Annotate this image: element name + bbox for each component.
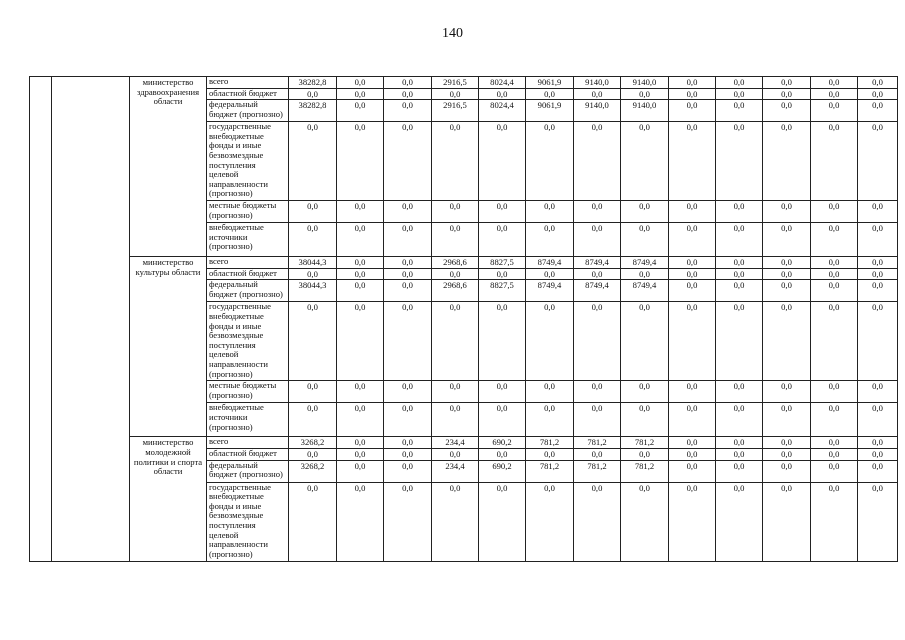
amount-cell: 9140,0 <box>621 77 669 89</box>
funding-source: федеральный бюджет (прогнозно) <box>207 100 289 122</box>
amount-cell: 0,0 <box>669 223 716 257</box>
amount-cell: 0,0 <box>289 448 337 460</box>
amount-cell: 8749,4 <box>621 280 669 302</box>
amount-cell: 0,0 <box>621 403 669 437</box>
amount-cell: 0,0 <box>716 460 763 482</box>
budget-table <box>29 76 898 562</box>
amount-cell: 0,0 <box>289 223 337 257</box>
amount-cell: 0,0 <box>337 381 384 403</box>
amount-cell: 0,0 <box>763 403 811 437</box>
amount-cell: 781,2 <box>574 460 621 482</box>
amount-cell: 0,0 <box>811 77 858 89</box>
blank-cell <box>52 77 130 562</box>
amount-cell: 0,0 <box>811 437 858 449</box>
amount-cell: 0,0 <box>384 100 432 122</box>
funding-source: государственные внебюджетные фонды и иные безвозмездные поступления целевой направленности (прогнозно) <box>207 122 289 201</box>
amount-cell: 0,0 <box>763 201 811 223</box>
amount-cell: 0,0 <box>384 280 432 302</box>
amount-cell: 0,0 <box>716 268 763 280</box>
amount-cell: 0,0 <box>479 223 526 257</box>
amount-cell: 690,2 <box>479 460 526 482</box>
blank-cell <box>30 77 52 562</box>
amount-cell: 0,0 <box>858 280 898 302</box>
amount-cell: 0,0 <box>858 403 898 437</box>
amount-cell: 0,0 <box>574 268 621 280</box>
amount-cell: 0,0 <box>763 460 811 482</box>
amount-cell: 0,0 <box>763 280 811 302</box>
amount-cell: 0,0 <box>337 223 384 257</box>
amount-cell: 0,0 <box>716 403 763 437</box>
funding-source: местные бюджеты (прогнозно) <box>207 381 289 403</box>
amount-cell: 0,0 <box>526 403 574 437</box>
amount-cell: 0,0 <box>337 403 384 437</box>
amount-cell: 0,0 <box>574 122 621 201</box>
amount-cell: 0,0 <box>621 381 669 403</box>
funding-source: областной бюджет <box>207 448 289 460</box>
amount-cell: 0,0 <box>337 280 384 302</box>
amount-cell: 0,0 <box>337 268 384 280</box>
amount-cell: 3268,2 <box>289 437 337 449</box>
amount-cell: 0,0 <box>337 448 384 460</box>
table-row <box>30 77 898 89</box>
amount-cell: 2916,5 <box>432 100 479 122</box>
amount-cell: 0,0 <box>716 201 763 223</box>
amount-cell: 0,0 <box>337 88 384 100</box>
amount-cell: 0,0 <box>716 88 763 100</box>
amount-cell: 0,0 <box>574 448 621 460</box>
amount-cell: 0,0 <box>763 437 811 449</box>
amount-cell: 0,0 <box>384 257 432 269</box>
amount-cell: 38044,3 <box>289 257 337 269</box>
amount-cell: 0,0 <box>337 302 384 381</box>
amount-cell: 8827,5 <box>479 280 526 302</box>
amount-cell: 0,0 <box>289 122 337 201</box>
amount-cell: 234,4 <box>432 460 479 482</box>
amount-cell: 0,0 <box>811 223 858 257</box>
amount-cell: 0,0 <box>526 223 574 257</box>
amount-cell: 0,0 <box>574 381 621 403</box>
amount-cell: 0,0 <box>621 302 669 381</box>
amount-cell: 0,0 <box>811 302 858 381</box>
amount-cell: 0,0 <box>669 88 716 100</box>
funding-source: федеральный бюджет (прогнозно) <box>207 460 289 482</box>
amount-cell: 0,0 <box>763 88 811 100</box>
amount-cell: 0,0 <box>479 403 526 437</box>
amount-cell: 0,0 <box>384 122 432 201</box>
amount-cell: 0,0 <box>384 302 432 381</box>
amount-cell: 0,0 <box>858 268 898 280</box>
funding-source: всего <box>207 437 289 449</box>
funding-source: государственные внебюджетные фонды и иные безвозмездные поступления целевой направленности (прогнозно) <box>207 482 289 561</box>
amount-cell: 0,0 <box>526 88 574 100</box>
amount-cell: 781,2 <box>526 437 574 449</box>
amount-cell: 38282,8 <box>289 77 337 89</box>
amount-cell: 0,0 <box>763 257 811 269</box>
amount-cell: 0,0 <box>479 268 526 280</box>
amount-cell: 0,0 <box>858 302 898 381</box>
amount-cell: 0,0 <box>811 257 858 269</box>
amount-cell: 8024,4 <box>479 100 526 122</box>
amount-cell: 0,0 <box>716 257 763 269</box>
amount-cell: 0,0 <box>479 482 526 561</box>
amount-cell: 0,0 <box>526 482 574 561</box>
amount-cell: 0,0 <box>811 448 858 460</box>
amount-cell: 0,0 <box>763 223 811 257</box>
amount-cell: 781,2 <box>621 460 669 482</box>
amount-cell: 0,0 <box>384 77 432 89</box>
amount-cell: 0,0 <box>337 437 384 449</box>
amount-cell: 0,0 <box>858 257 898 269</box>
page-number: 140 <box>442 26 463 41</box>
funding-source: областной бюджет <box>207 88 289 100</box>
amount-cell: 0,0 <box>811 460 858 482</box>
funding-source: внебюджетные источники (прогнозно) <box>207 223 289 257</box>
amount-cell: 0,0 <box>669 77 716 89</box>
amount-cell: 0,0 <box>337 257 384 269</box>
amount-cell: 0,0 <box>716 302 763 381</box>
amount-cell: 0,0 <box>811 88 858 100</box>
amount-cell: 0,0 <box>289 403 337 437</box>
amount-cell: 0,0 <box>716 280 763 302</box>
amount-cell: 0,0 <box>384 88 432 100</box>
amount-cell: 0,0 <box>669 280 716 302</box>
amount-cell: 690,2 <box>479 437 526 449</box>
amount-cell: 0,0 <box>432 223 479 257</box>
amount-cell: 0,0 <box>716 448 763 460</box>
amount-cell: 0,0 <box>526 268 574 280</box>
amount-cell: 0,0 <box>669 460 716 482</box>
amount-cell: 0,0 <box>858 88 898 100</box>
amount-cell: 2916,5 <box>432 77 479 89</box>
amount-cell: 0,0 <box>479 122 526 201</box>
amount-cell: 0,0 <box>716 437 763 449</box>
amount-cell: 0,0 <box>479 201 526 223</box>
amount-cell: 0,0 <box>574 201 621 223</box>
amount-cell: 0,0 <box>621 482 669 561</box>
amount-cell: 781,2 <box>574 437 621 449</box>
amount-cell: 0,0 <box>384 381 432 403</box>
amount-cell: 9061,9 <box>526 77 574 89</box>
amount-cell: 0,0 <box>432 448 479 460</box>
amount-cell: 0,0 <box>669 403 716 437</box>
funding-source: областной бюджет <box>207 268 289 280</box>
funding-source: всего <box>207 77 289 89</box>
amount-cell: 0,0 <box>432 122 479 201</box>
amount-cell: 0,0 <box>811 482 858 561</box>
amount-cell: 8024,4 <box>479 77 526 89</box>
amount-cell: 0,0 <box>574 223 621 257</box>
amount-cell: 0,0 <box>763 100 811 122</box>
amount-cell: 0,0 <box>716 223 763 257</box>
amount-cell: 0,0 <box>621 201 669 223</box>
amount-cell: 0,0 <box>289 381 337 403</box>
funding-source: федеральный бюджет (прогнозно) <box>207 280 289 302</box>
table-row <box>30 257 898 269</box>
amount-cell: 0,0 <box>858 77 898 89</box>
amount-cell: 8749,4 <box>574 257 621 269</box>
funding-source: местные бюджеты (прогнозно) <box>207 201 289 223</box>
amount-cell: 0,0 <box>669 302 716 381</box>
amount-cell: 0,0 <box>526 122 574 201</box>
amount-cell: 0,0 <box>716 77 763 89</box>
amount-cell: 8749,4 <box>526 257 574 269</box>
amount-cell: 0,0 <box>669 482 716 561</box>
amount-cell: 0,0 <box>763 381 811 403</box>
amount-cell: 0,0 <box>669 448 716 460</box>
amount-cell: 0,0 <box>621 223 669 257</box>
amount-cell: 0,0 <box>811 403 858 437</box>
amount-cell: 8749,4 <box>621 257 669 269</box>
amount-cell: 0,0 <box>384 482 432 561</box>
amount-cell: 234,4 <box>432 437 479 449</box>
funding-source: государственные внебюджетные фонды и иные безвозмездные поступления целевой направленности (прогнозно) <box>207 302 289 381</box>
amount-cell: 0,0 <box>763 448 811 460</box>
responsible-org: министерство молодежной политики и спорта области <box>130 437 207 561</box>
amount-cell: 0,0 <box>716 482 763 561</box>
amount-cell: 0,0 <box>337 201 384 223</box>
amount-cell: 0,0 <box>384 403 432 437</box>
amount-cell: 0,0 <box>432 482 479 561</box>
amount-cell: 0,0 <box>858 122 898 201</box>
amount-cell: 0,0 <box>574 482 621 561</box>
amount-cell: 0,0 <box>526 201 574 223</box>
amount-cell: 38044,3 <box>289 280 337 302</box>
amount-cell: 0,0 <box>337 122 384 201</box>
amount-cell: 0,0 <box>432 403 479 437</box>
amount-cell: 0,0 <box>811 100 858 122</box>
amount-cell: 0,0 <box>669 100 716 122</box>
amount-cell: 0,0 <box>289 302 337 381</box>
funding-source: внебюджетные источники (прогнозно) <box>207 403 289 437</box>
amount-cell: 0,0 <box>574 302 621 381</box>
amount-cell: 0,0 <box>763 122 811 201</box>
amount-cell: 0,0 <box>526 448 574 460</box>
responsible-org: министерство здравоохранения области <box>130 77 207 257</box>
amount-cell: 0,0 <box>479 88 526 100</box>
amount-cell: 0,0 <box>621 88 669 100</box>
amount-cell: 0,0 <box>669 122 716 201</box>
amount-cell: 0,0 <box>289 482 337 561</box>
amount-cell: 0,0 <box>289 88 337 100</box>
amount-cell: 0,0 <box>669 257 716 269</box>
amount-cell: 0,0 <box>432 201 479 223</box>
amount-cell: 2968,6 <box>432 280 479 302</box>
amount-cell: 0,0 <box>432 268 479 280</box>
amount-cell: 0,0 <box>858 100 898 122</box>
amount-cell: 0,0 <box>858 201 898 223</box>
amount-cell: 0,0 <box>337 482 384 561</box>
amount-cell: 0,0 <box>479 302 526 381</box>
amount-cell: 0,0 <box>384 460 432 482</box>
amount-cell: 0,0 <box>289 201 337 223</box>
amount-cell: 0,0 <box>763 482 811 561</box>
amount-cell: 0,0 <box>432 302 479 381</box>
amount-cell: 0,0 <box>574 403 621 437</box>
amount-cell: 8749,4 <box>574 280 621 302</box>
amount-cell: 38282,8 <box>289 100 337 122</box>
amount-cell: 0,0 <box>763 77 811 89</box>
amount-cell: 2968,6 <box>432 257 479 269</box>
amount-cell: 0,0 <box>858 460 898 482</box>
amount-cell: 0,0 <box>621 448 669 460</box>
amount-cell: 9140,0 <box>574 100 621 122</box>
amount-cell: 8827,5 <box>479 257 526 269</box>
amount-cell: 0,0 <box>384 448 432 460</box>
amount-cell: 0,0 <box>811 381 858 403</box>
amount-cell: 8749,4 <box>526 280 574 302</box>
responsible-org: министерство культуры области <box>130 257 207 437</box>
amount-cell: 0,0 <box>526 381 574 403</box>
amount-cell: 0,0 <box>526 302 574 381</box>
amount-cell: 0,0 <box>669 437 716 449</box>
amount-cell: 0,0 <box>763 268 811 280</box>
amount-cell: 0,0 <box>716 381 763 403</box>
amount-cell: 0,0 <box>858 448 898 460</box>
amount-cell: 0,0 <box>669 201 716 223</box>
amount-cell: 0,0 <box>479 448 526 460</box>
amount-cell: 0,0 <box>858 482 898 561</box>
amount-cell: 0,0 <box>384 223 432 257</box>
amount-cell: 0,0 <box>716 100 763 122</box>
amount-cell: 0,0 <box>858 437 898 449</box>
amount-cell: 9140,0 <box>574 77 621 89</box>
table-row <box>30 437 898 449</box>
amount-cell: 0,0 <box>479 381 526 403</box>
amount-cell: 0,0 <box>384 437 432 449</box>
amount-cell: 0,0 <box>621 268 669 280</box>
amount-cell: 0,0 <box>621 122 669 201</box>
amount-cell: 781,2 <box>526 460 574 482</box>
amount-cell: 0,0 <box>811 268 858 280</box>
amount-cell: 781,2 <box>621 437 669 449</box>
amount-cell: 0,0 <box>337 100 384 122</box>
amount-cell: 0,0 <box>574 88 621 100</box>
amount-cell: 0,0 <box>858 381 898 403</box>
amount-cell: 0,0 <box>337 77 384 89</box>
amount-cell: 0,0 <box>811 280 858 302</box>
amount-cell: 0,0 <box>384 201 432 223</box>
amount-cell: 3268,2 <box>289 460 337 482</box>
amount-cell: 0,0 <box>432 381 479 403</box>
amount-cell: 9061,9 <box>526 100 574 122</box>
amount-cell: 0,0 <box>716 122 763 201</box>
amount-cell: 0,0 <box>669 381 716 403</box>
amount-cell: 0,0 <box>289 268 337 280</box>
amount-cell: 0,0 <box>384 268 432 280</box>
amount-cell: 0,0 <box>811 201 858 223</box>
amount-cell: 0,0 <box>811 122 858 201</box>
amount-cell: 0,0 <box>432 88 479 100</box>
amount-cell: 0,0 <box>763 302 811 381</box>
amount-cell: 0,0 <box>858 223 898 257</box>
funding-source: всего <box>207 257 289 269</box>
amount-cell: 0,0 <box>337 460 384 482</box>
amount-cell: 0,0 <box>669 268 716 280</box>
amount-cell: 9140,0 <box>621 100 669 122</box>
